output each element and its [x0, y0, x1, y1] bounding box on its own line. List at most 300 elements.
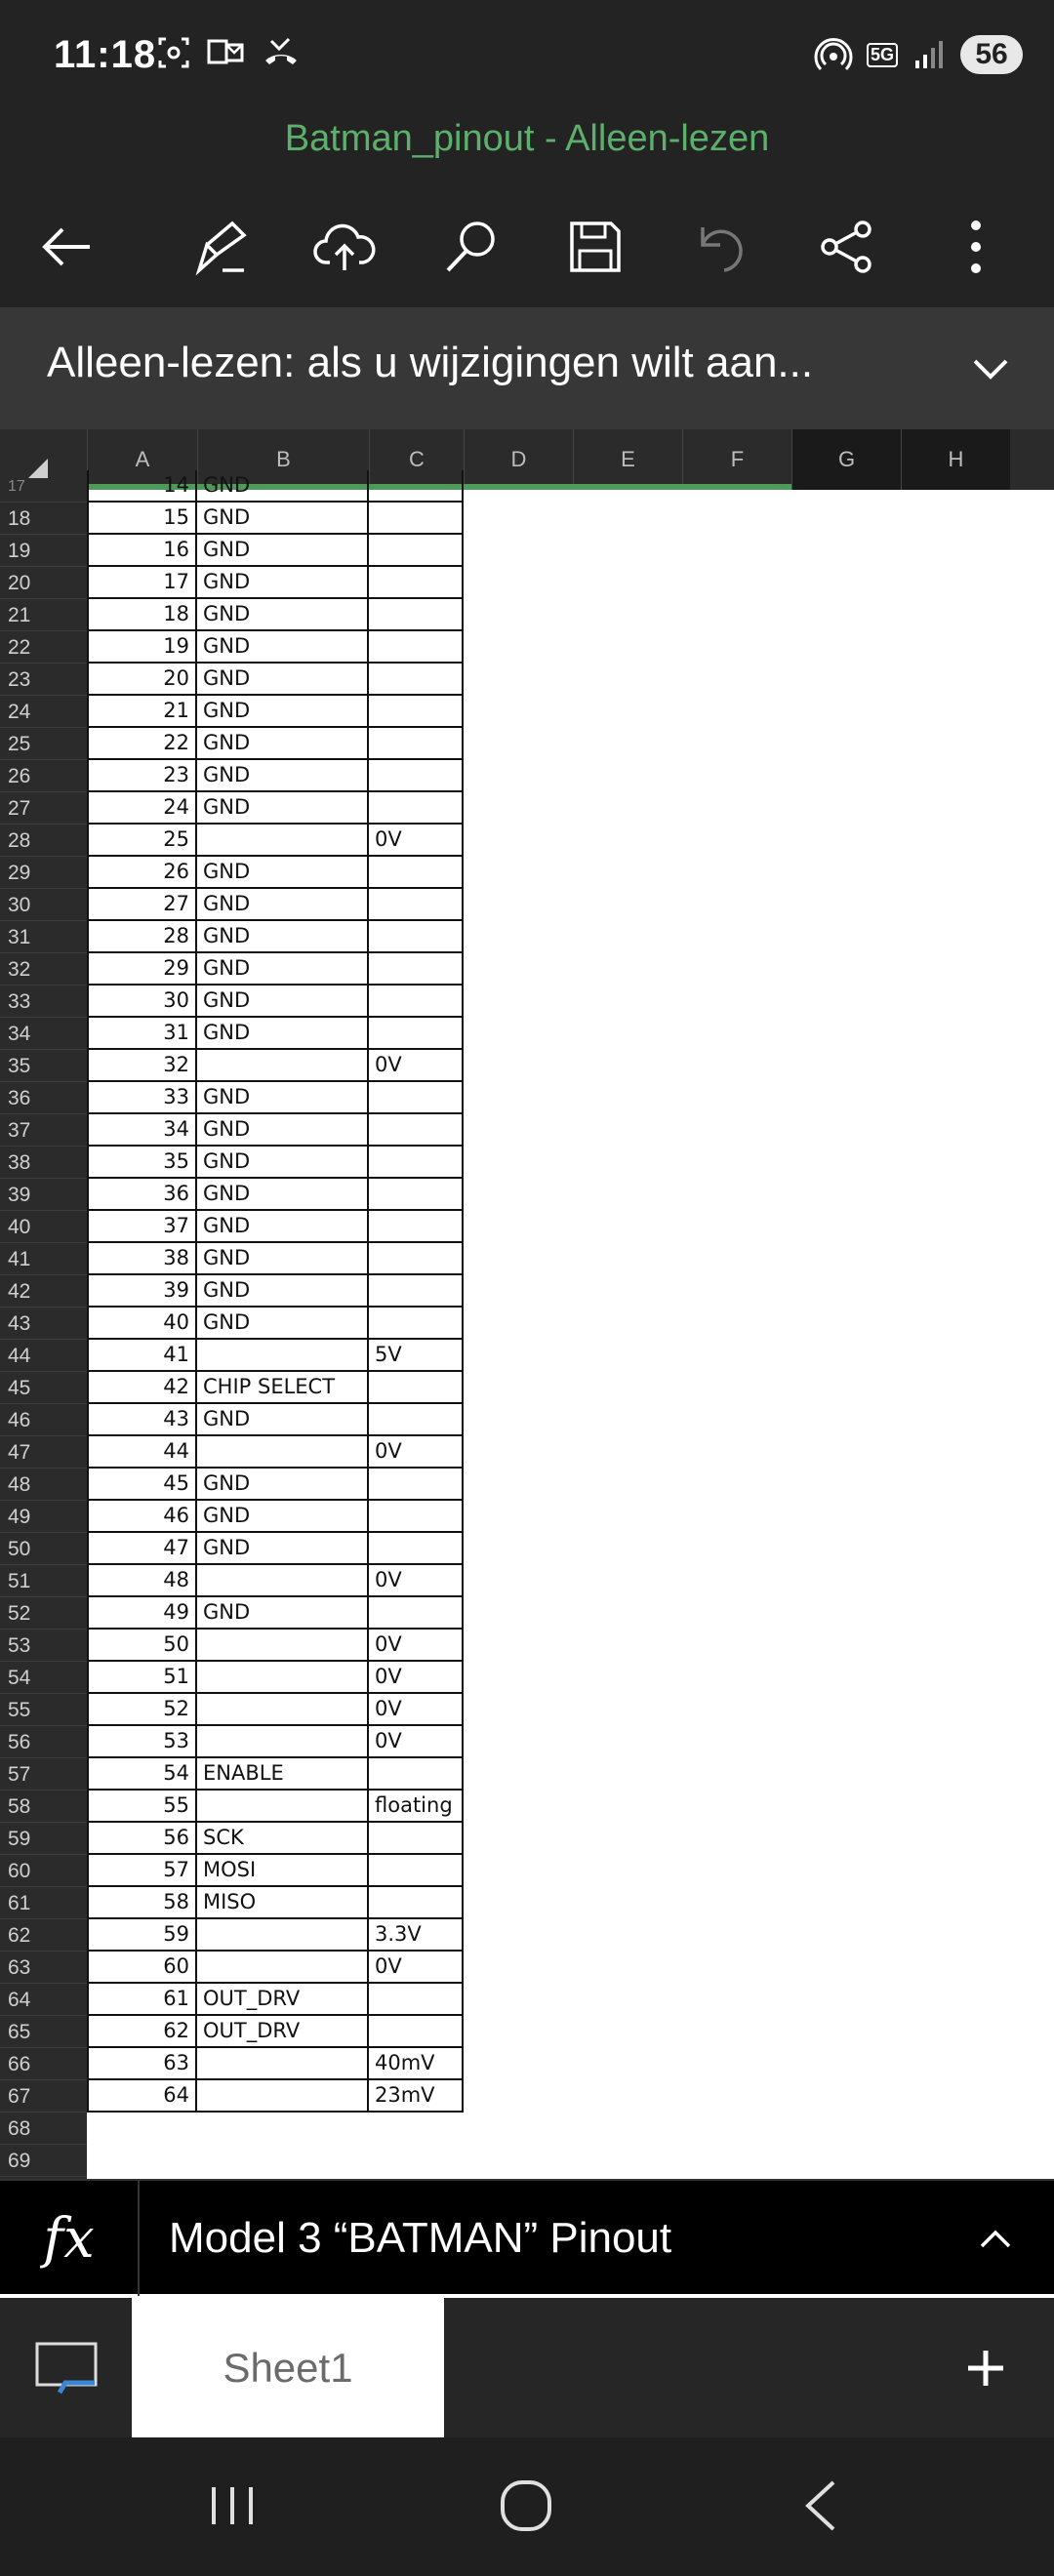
cell-a[interactable]: 48 — [87, 1565, 197, 1597]
cell-b[interactable]: GND — [197, 1597, 369, 1630]
column-header-e[interactable]: E — [573, 429, 682, 490]
cell-a[interactable]: 45 — [87, 1469, 197, 1501]
cell-a[interactable]: 60 — [87, 1952, 197, 1984]
row-header[interactable]: 18 — [0, 503, 87, 535]
table-row — [87, 1855, 464, 1887]
cell-b[interactable]: GND — [197, 1147, 369, 1179]
more-options-button[interactable] — [929, 200, 1023, 294]
undo-button[interactable] — [675, 200, 769, 294]
table-row — [87, 1952, 464, 1984]
hotspot-icon — [814, 35, 853, 74]
cell-b[interactable] — [197, 1919, 369, 1952]
cell-a[interactable]: 59 — [87, 1919, 197, 1952]
cell-b[interactable] — [197, 2080, 369, 2113]
cell-c[interactable]: 0V — [369, 825, 464, 857]
cell-b[interactable]: ENABLE — [197, 1758, 369, 1791]
table-row — [87, 664, 464, 696]
cell-b[interactable]: GND — [197, 728, 369, 760]
cell-a[interactable]: 23 — [87, 760, 197, 792]
cell-a[interactable]: 31 — [87, 1018, 197, 1050]
row-header-partial[interactable]: 17 — [0, 470, 87, 503]
cell-c[interactable] — [369, 1758, 464, 1791]
row-header[interactable]: 44 — [0, 1340, 87, 1372]
screenshot-icon — [156, 35, 191, 70]
cell-b[interactable]: GND — [197, 1018, 369, 1050]
row-header[interactable]: 24 — [0, 696, 87, 728]
cell-a[interactable]: 16 — [87, 535, 197, 567]
cell-a[interactable]: 58 — [87, 1887, 197, 1919]
cell-a[interactable]: 26 — [87, 857, 197, 889]
cell-c[interactable] — [369, 953, 464, 986]
table-row — [87, 1791, 464, 1823]
cell-b[interactable]: GND — [197, 631, 369, 664]
cell-b[interactable]: GND — [197, 535, 369, 567]
cell-c[interactable] — [369, 1114, 464, 1147]
cell-a[interactable]: 64 — [87, 2080, 197, 2113]
edit-button[interactable] — [176, 200, 269, 294]
cell-b[interactable] — [197, 1694, 369, 1726]
row-header[interactable]: 58 — [0, 1791, 87, 1823]
table-row — [87, 1211, 464, 1243]
row-header[interactable]: 61 — [0, 1887, 87, 1919]
row-header[interactable]: 35 — [0, 1050, 87, 1082]
row-header[interactable]: 21 — [0, 599, 87, 631]
table-row — [87, 1469, 464, 1501]
cell-b[interactable]: GND — [197, 986, 369, 1018]
row-header[interactable]: 36 — [0, 1082, 87, 1114]
cell-a[interactable]: 27 — [87, 889, 197, 921]
row-header[interactable]: 52 — [0, 1597, 87, 1630]
table-row — [87, 760, 464, 792]
cell-a[interactable]: 47 — [87, 1533, 197, 1565]
back-button[interactable] — [20, 200, 113, 294]
cell-c[interactable]: 0V — [369, 1630, 464, 1662]
chevron-down-icon — [971, 357, 1010, 381]
column-header-g[interactable]: G — [791, 429, 901, 490]
column-header-c[interactable]: C — [369, 429, 464, 490]
row-header[interactable]: 47 — [0, 1436, 87, 1469]
cell-c[interactable] — [369, 1404, 464, 1436]
table-row — [87, 857, 464, 889]
cell-c[interactable] — [369, 1984, 464, 2016]
row-header[interactable]: 46 — [0, 1404, 87, 1436]
cell-a[interactable]: 53 — [87, 1726, 197, 1758]
cell-a[interactable]: 55 — [87, 1791, 197, 1823]
back-chevron-icon — [800, 2478, 839, 2533]
row-header[interactable]: 55 — [0, 1694, 87, 1726]
cell-a[interactable]: 37 — [87, 1211, 197, 1243]
cell-a[interactable]: 34 — [87, 1114, 197, 1147]
table-row — [87, 1919, 464, 1952]
search-button[interactable] — [425, 200, 518, 294]
cloud-upload-button[interactable] — [298, 200, 391, 294]
cell-c[interactable] — [369, 921, 464, 953]
row-header[interactable]: 67 — [0, 2080, 87, 2113]
cell-c[interactable] — [369, 631, 464, 664]
table-row — [87, 1114, 464, 1147]
system-navigation-bar — [0, 2437, 1054, 2576]
cell-b[interactable]: GND — [197, 1501, 369, 1533]
cell-a[interactable]: 46 — [87, 1501, 197, 1533]
row-header[interactable]: 65 — [0, 2016, 87, 2048]
table-row — [87, 1597, 464, 1630]
outlook-icon — [207, 35, 246, 70]
column-header-h[interactable]: H — [901, 429, 1010, 490]
cell-c[interactable] — [369, 664, 464, 696]
cell-b[interactable]: GND — [197, 470, 369, 503]
cell-a[interactable]: 63 — [87, 2048, 197, 2080]
row-header[interactable]: 54 — [0, 1662, 87, 1694]
cell-c[interactable]: 0V — [369, 1694, 464, 1726]
row-header[interactable]: 40 — [0, 1211, 87, 1243]
table-row — [87, 1694, 464, 1726]
cell-c[interactable]: 3.3V — [369, 1919, 464, 1952]
cell-a[interactable]: 18 — [87, 599, 197, 631]
cell-c[interactable] — [369, 696, 464, 728]
cell-b[interactable]: MISO — [197, 1887, 369, 1919]
row-header[interactable]: 32 — [0, 953, 87, 986]
pen-edit-icon — [193, 218, 252, 276]
table-row — [87, 631, 464, 664]
cell-b[interactable] — [197, 1791, 369, 1823]
column-header-d[interactable]: D — [464, 429, 573, 490]
cell-c[interactable] — [369, 760, 464, 792]
chevron-up-icon — [978, 2229, 1013, 2250]
table-row-partial — [87, 470, 464, 503]
row-header[interactable]: 57 — [0, 1758, 87, 1791]
cell-a[interactable]: 44 — [87, 1436, 197, 1469]
row-header[interactable]: 42 — [0, 1275, 87, 1308]
status-bar — [0, 0, 1054, 112]
cell-a[interactable]: 42 — [87, 1372, 197, 1404]
cell-b[interactable] — [197, 1340, 369, 1372]
cell-a[interactable]: 24 — [87, 792, 197, 825]
cell-a[interactable]: 49 — [87, 1597, 197, 1630]
cell-a[interactable]: 56 — [87, 1823, 197, 1855]
cell-a[interactable]: 17 — [87, 567, 197, 599]
cell-c[interactable]: floating — [369, 1791, 464, 1823]
cell-a[interactable]: 57 — [87, 1855, 197, 1887]
cell-a[interactable]: 25 — [87, 825, 197, 857]
cell-b[interactable]: CHIP SELECT — [197, 1372, 369, 1404]
cell-c[interactable] — [369, 728, 464, 760]
cell-c[interactable] — [369, 1597, 464, 1630]
cell-a[interactable]: 62 — [87, 2016, 197, 2048]
search-icon — [442, 218, 501, 276]
row-header[interactable]: 60 — [0, 1855, 87, 1887]
table-row — [87, 599, 464, 631]
row-header[interactable]: 20 — [0, 567, 87, 599]
cell-a[interactable]: 51 — [87, 1662, 197, 1694]
row-header[interactable]: 39 — [0, 1179, 87, 1211]
read-only-message: Alleen-lezen: als u wijzigingen wilt aan... — [47, 339, 814, 386]
cell-c[interactable]: 0V — [369, 1726, 464, 1758]
row-header[interactable]: 53 — [0, 1630, 87, 1662]
row-header[interactable]: 64 — [0, 1984, 87, 2016]
cell-c[interactable] — [369, 1243, 464, 1275]
cell-a[interactable]: 38 — [87, 1243, 197, 1275]
row-header[interactable]: 23 — [0, 664, 87, 696]
cell-c[interactable] — [369, 1372, 464, 1404]
cell-a[interactable]: 52 — [87, 1694, 197, 1726]
cell-b[interactable]: GND — [197, 889, 369, 921]
row-header[interactable]: 69 — [0, 2145, 87, 2177]
cell-c[interactable] — [369, 1147, 464, 1179]
cell-b[interactable] — [197, 1630, 369, 1662]
sheet-list-button[interactable] — [0, 2298, 132, 2437]
cell-b[interactable]: GND — [197, 953, 369, 986]
row-header[interactable]: 63 — [0, 1952, 87, 1984]
cell-c[interactable] — [369, 1308, 464, 1340]
row-header[interactable]: 49 — [0, 1501, 87, 1533]
table-row — [87, 889, 464, 921]
column-header-b[interactable]: B — [197, 429, 369, 490]
table-row — [87, 535, 464, 567]
cell-a[interactable]: 40 — [87, 1308, 197, 1340]
cell-c[interactable] — [369, 503, 464, 535]
more-vertical-icon — [966, 218, 986, 276]
cell-c[interactable]: 0V — [369, 1050, 464, 1082]
cell-c[interactable] — [369, 535, 464, 567]
cell-b[interactable] — [197, 1662, 369, 1694]
table-row — [87, 2016, 464, 2048]
row-header[interactable]: 45 — [0, 1372, 87, 1404]
row-header[interactable]: 33 — [0, 986, 87, 1018]
cell-c[interactable]: 0V — [369, 1436, 464, 1469]
cell-a[interactable]: 29 — [87, 953, 197, 986]
cell-c[interactable]: 5V — [369, 1340, 464, 1372]
row-header[interactable]: 41 — [0, 1243, 87, 1275]
sheets-icon — [34, 2341, 99, 2395]
cell-c[interactable] — [369, 1887, 464, 1919]
cell-b[interactable]: MOSI — [197, 1855, 369, 1887]
cell-b[interactable]: GND — [197, 1243, 369, 1275]
cell-c[interactable] — [369, 1018, 464, 1050]
cell-b[interactable]: GND — [197, 792, 369, 825]
cell-a[interactable]: 30 — [87, 986, 197, 1018]
cell-b[interactable]: GND — [197, 1275, 369, 1308]
cell-area[interactable] — [87, 473, 1054, 2179]
cell-b[interactable]: GND — [197, 1114, 369, 1147]
table-row — [87, 1018, 464, 1050]
cell-c[interactable] — [369, 2016, 464, 2048]
row-header[interactable]: 26 — [0, 760, 87, 792]
recent-apps-button[interactable] — [183, 2467, 281, 2545]
cell-a[interactable]: 50 — [87, 1630, 197, 1662]
cell-a[interactable]: 54 — [87, 1758, 197, 1791]
spreadsheet-grid[interactable] — [0, 429, 1054, 2179]
cell-b[interactable]: GND — [197, 1533, 369, 1565]
cell-c[interactable] — [369, 986, 464, 1018]
banner-expand-button[interactable] — [956, 335, 1025, 403]
sheet-tabs-bar — [0, 2298, 1054, 2437]
cell-b[interactable] — [197, 825, 369, 857]
formula-input[interactable]: Model 3 “BATMAN” Pinout — [169, 2214, 672, 2262]
cell-b[interactable]: GND — [197, 664, 369, 696]
status-time: 11:18 — [54, 33, 157, 76]
row-header[interactable]: 50 — [0, 1533, 87, 1565]
cell-b[interactable]: GND — [197, 1082, 369, 1114]
cell-c[interactable]: 0V — [369, 1952, 464, 1984]
cell-b[interactable] — [197, 1565, 369, 1597]
table-row — [87, 1308, 464, 1340]
table-row — [87, 1082, 464, 1114]
formula-expand-button[interactable] — [964, 2208, 1027, 2271]
cell-b[interactable]: OUT_DRV — [197, 2016, 369, 2048]
cell-c[interactable] — [369, 1275, 464, 1308]
table-row — [87, 1823, 464, 1855]
cell-b[interactable]: GND — [197, 1211, 369, 1243]
row-header[interactable]: 38 — [0, 1147, 87, 1179]
cell-a[interactable]: 20 — [87, 664, 197, 696]
row-header[interactable]: 48 — [0, 1469, 87, 1501]
cell-a[interactable]: 35 — [87, 1147, 197, 1179]
cell-c[interactable]: 0V — [369, 1662, 464, 1694]
formula-bar[interactable] — [0, 2179, 1054, 2294]
cell-c[interactable] — [369, 792, 464, 825]
cell-b[interactable]: GND — [197, 921, 369, 953]
row-header[interactable]: 34 — [0, 1018, 87, 1050]
row-header[interactable]: 28 — [0, 825, 87, 857]
table-row — [87, 1726, 464, 1758]
cell-a[interactable]: 14 — [87, 470, 197, 503]
table-row — [87, 1340, 464, 1372]
row-header[interactable]: 66 — [0, 2048, 87, 2080]
read-only-banner[interactable] — [0, 307, 1054, 429]
row-header[interactable]: 51 — [0, 1565, 87, 1597]
cell-b[interactable]: GND — [197, 760, 369, 792]
cell-a[interactable]: 19 — [87, 631, 197, 664]
row-header[interactable]: 30 — [0, 889, 87, 921]
table-row — [87, 1662, 464, 1694]
cell-b[interactable]: GND — [197, 1404, 369, 1436]
cell-c[interactable] — [369, 470, 464, 503]
cell-a[interactable]: 28 — [87, 921, 197, 953]
table-row — [87, 1372, 464, 1404]
title-bar — [0, 112, 1054, 307]
row-header[interactable]: 43 — [0, 1308, 87, 1340]
row-header[interactable]: 56 — [0, 1726, 87, 1758]
cell-b[interactable]: GND — [197, 503, 369, 535]
row-header[interactable]: 37 — [0, 1114, 87, 1147]
cell-a[interactable]: 21 — [87, 696, 197, 728]
cell-b[interactable]: GND — [197, 1308, 369, 1340]
cell-c[interactable] — [369, 889, 464, 921]
row-header[interactable]: 25 — [0, 728, 87, 760]
cell-b[interactable]: OUT_DRV — [197, 1984, 369, 2016]
cell-b[interactable]: GND — [197, 857, 369, 889]
function-icon[interactable]: fx — [0, 2181, 140, 2296]
cell-c[interactable] — [369, 1211, 464, 1243]
cell-c[interactable] — [369, 1082, 464, 1114]
add-sheet-button[interactable] — [937, 2319, 1034, 2417]
cell-c[interactable] — [369, 1855, 464, 1887]
table-row — [87, 1565, 464, 1597]
cell-b[interactable] — [197, 1436, 369, 1469]
home-icon — [499, 2478, 553, 2533]
share-icon — [818, 218, 876, 276]
row-headers — [0, 478, 87, 2179]
table-row — [87, 728, 464, 760]
cell-a[interactable]: 41 — [87, 1340, 197, 1372]
home-button[interactable] — [477, 2467, 575, 2545]
battery-indicator: 56 — [960, 35, 1023, 74]
cell-a[interactable]: 33 — [87, 1082, 197, 1114]
cell-c[interactable] — [369, 857, 464, 889]
cell-a[interactable]: 36 — [87, 1179, 197, 1211]
cell-b[interactable] — [197, 1050, 369, 1082]
row-header[interactable]: 59 — [0, 1823, 87, 1855]
cell-b[interactable]: SCK — [197, 1823, 369, 1855]
cell-a[interactable]: 61 — [87, 1984, 197, 2016]
cell-b[interactable]: GND — [197, 599, 369, 631]
cell-c[interactable] — [369, 1179, 464, 1211]
row-header[interactable]: 62 — [0, 1919, 87, 1952]
cell-c[interactable] — [369, 1533, 464, 1565]
toolbar — [0, 200, 1054, 298]
column-header-f[interactable]: F — [682, 429, 791, 490]
cell-c[interactable] — [369, 1823, 464, 1855]
cell-c[interactable]: 23mV — [369, 2080, 464, 2113]
row-header[interactable]: 27 — [0, 792, 87, 825]
table-row — [87, 986, 464, 1018]
cell-a[interactable]: 32 — [87, 1050, 197, 1082]
back-arrow-icon — [37, 222, 96, 271]
cell-b[interactable]: GND — [197, 1469, 369, 1501]
cell-c[interactable] — [369, 567, 464, 599]
cell-c[interactable]: 0V — [369, 1565, 464, 1597]
cell-b[interactable]: GND — [197, 1179, 369, 1211]
cell-a[interactable]: 22 — [87, 728, 197, 760]
table-row — [87, 1758, 464, 1791]
row-header[interactable]: 68 — [0, 2113, 87, 2145]
cell-a[interactable]: 39 — [87, 1275, 197, 1308]
table-row — [87, 696, 464, 728]
table-row — [87, 1630, 464, 1662]
table-row — [87, 953, 464, 986]
cell-c[interactable]: 40mV — [369, 2048, 464, 2080]
cell-b[interactable] — [197, 2048, 369, 2080]
column-header-a[interactable]: A — [87, 429, 197, 490]
cell-b[interactable] — [197, 1952, 369, 1984]
save-button[interactable] — [548, 200, 642, 294]
table-row — [87, 1147, 464, 1179]
network-type-label: 5G — [867, 43, 898, 67]
tab-sheet1[interactable]: Sheet1 — [132, 2298, 444, 2437]
table-row — [87, 1275, 464, 1308]
cell-c[interactable] — [369, 599, 464, 631]
table-row — [87, 503, 464, 535]
table-row — [87, 1243, 464, 1275]
table-row — [87, 1501, 464, 1533]
back-nav-button[interactable] — [771, 2467, 869, 2545]
cell-a[interactable]: 43 — [87, 1404, 197, 1436]
signal-icon — [912, 37, 947, 72]
row-header[interactable]: 31 — [0, 921, 87, 953]
row-header[interactable]: 22 — [0, 631, 87, 664]
share-button[interactable] — [800, 200, 894, 294]
cell-b[interactable]: GND — [197, 567, 369, 599]
cell-b[interactable]: GND — [197, 696, 369, 728]
cell-c[interactable] — [369, 1501, 464, 1533]
cloud-upload-icon — [312, 220, 377, 274]
row-header[interactable]: 29 — [0, 857, 87, 889]
cell-a[interactable]: 15 — [87, 503, 197, 535]
row-header[interactable]: 19 — [0, 535, 87, 567]
cell-c[interactable] — [369, 1469, 464, 1501]
table-row — [87, 825, 464, 857]
cell-b[interactable] — [197, 1726, 369, 1758]
